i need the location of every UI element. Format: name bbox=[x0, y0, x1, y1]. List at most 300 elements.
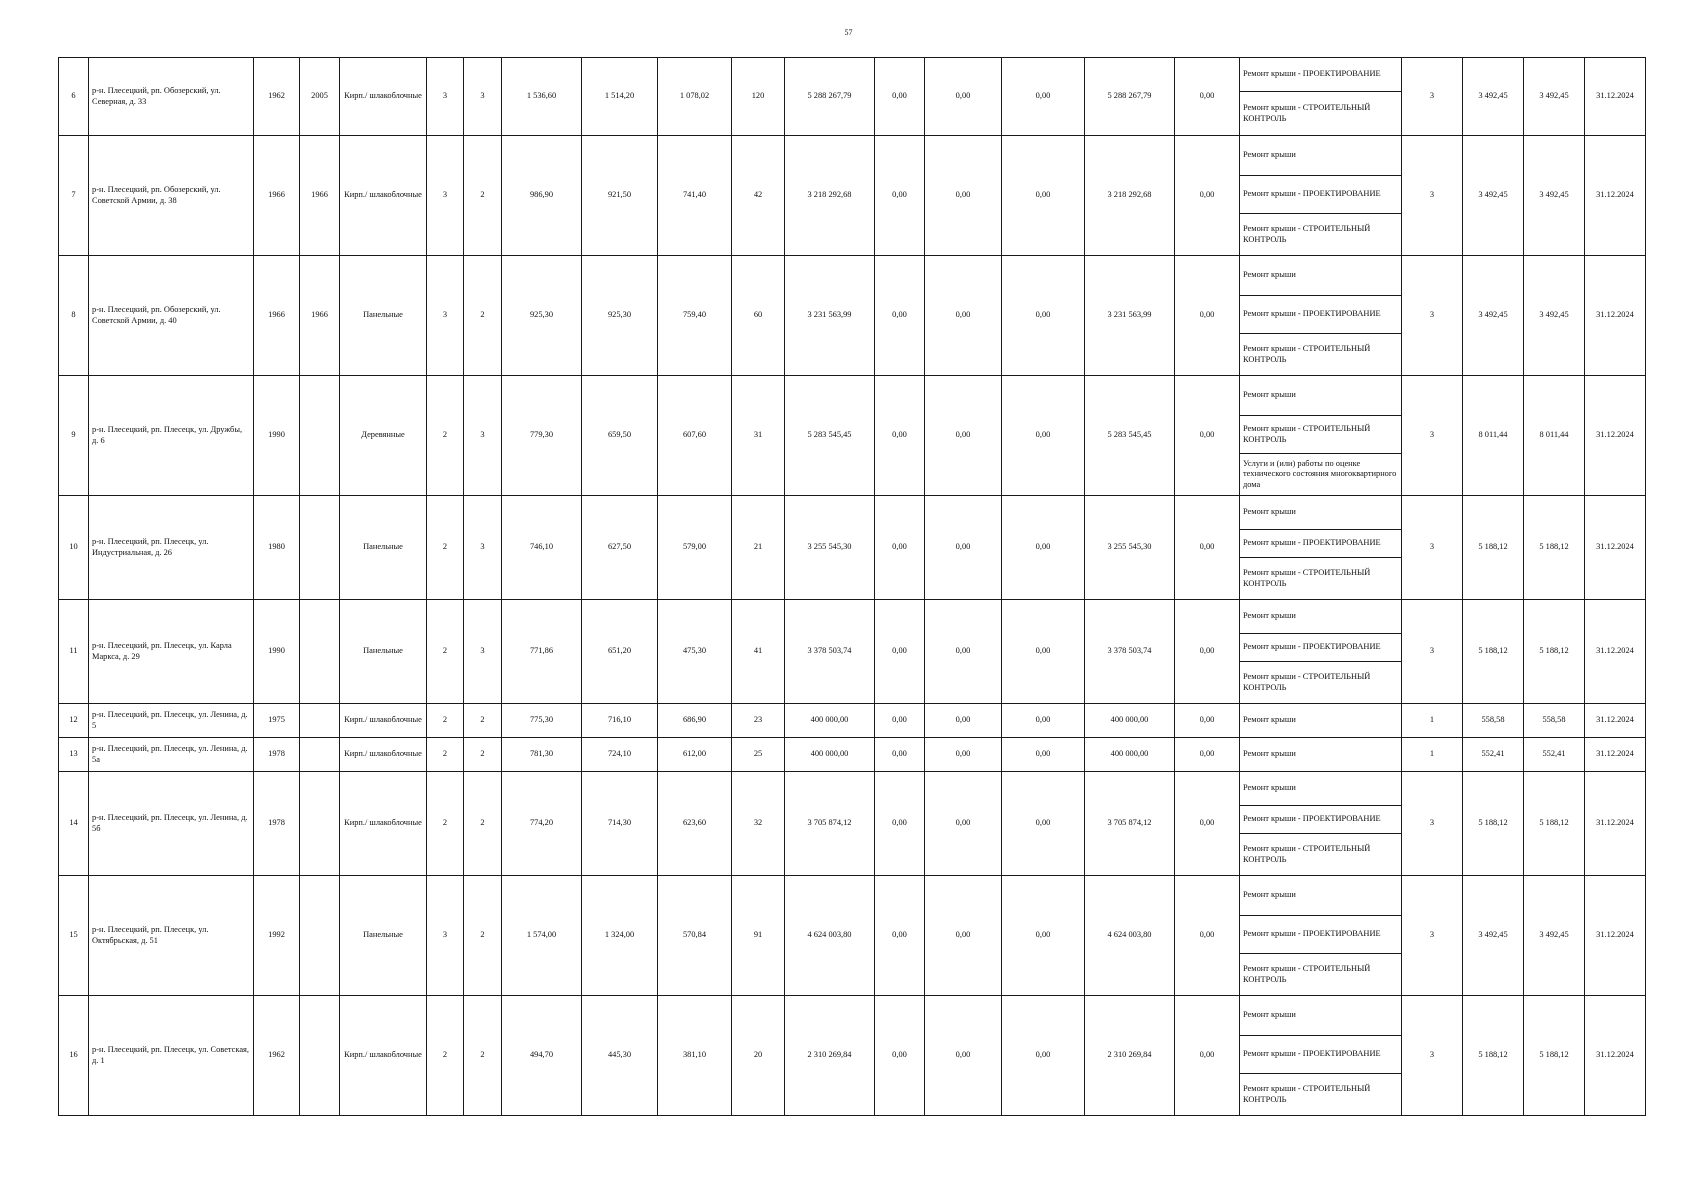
owner-area-cell: 759,40 bbox=[658, 256, 732, 376]
fund-b-cell: 0,00 bbox=[925, 496, 1002, 600]
owner-area-cell: 570,84 bbox=[658, 876, 732, 996]
residents-cell: 42 bbox=[732, 136, 785, 256]
entrances-cell: 2 bbox=[464, 136, 502, 256]
table-row bbox=[59, 738, 1646, 772]
fund-c-cell: 0,00 bbox=[1002, 738, 1085, 772]
work-type-label: Ремонт крыши - СТРОИТЕЛЬНЫЙ КОНТРОЛЬ bbox=[1243, 344, 1371, 364]
fund-c-cell: 0,00 bbox=[1002, 704, 1085, 738]
address-cell: р-н. Плесецкий, рп. Плесецк, ул. Индустриальная, д. 26 bbox=[89, 496, 254, 600]
work-type-label: Ремонт крыши - ПРОЕКТИРОВАНИЕ bbox=[1243, 642, 1381, 652]
max-cost-cell: 3 492,45 bbox=[1524, 58, 1585, 136]
work-type-cell bbox=[1240, 376, 1402, 416]
residents-cell: 23 bbox=[732, 704, 785, 738]
wall-material-cell: Кирп./ шлакоблочные bbox=[340, 772, 427, 876]
fund-b-cell: 0,00 bbox=[925, 876, 1002, 996]
fund-b-cell: 0,00 bbox=[925, 996, 1002, 1116]
fund-b-cell: 0,00 bbox=[925, 376, 1002, 496]
work-type-cell bbox=[1240, 214, 1402, 256]
owner-area-cell: 612,00 bbox=[658, 738, 732, 772]
wall-material-cell: Панельные bbox=[340, 876, 427, 996]
work-type-label: Ремонт крыши bbox=[1243, 1010, 1296, 1020]
work-type-cell bbox=[1240, 296, 1402, 334]
owner-area-cell: 607,60 bbox=[658, 376, 732, 496]
year-built-cell: 1978 bbox=[254, 738, 300, 772]
floors-cell: 3 bbox=[427, 58, 464, 136]
fund-b-cell: 0,00 bbox=[925, 738, 1002, 772]
owners-funds-cell: 3 231 563,99 bbox=[1085, 256, 1175, 376]
unit-cost-cell: 5 188,12 bbox=[1463, 772, 1524, 876]
work-type-label: Ремонт крыши - СТРОИТЕЛЬНЫЙ КОНТРОЛЬ bbox=[1243, 103, 1371, 123]
total-area-cell: 779,30 bbox=[502, 376, 582, 496]
work-type-cell bbox=[1240, 176, 1402, 214]
max-cost-cell: 5 188,12 bbox=[1524, 496, 1585, 600]
owner-area-cell: 381,10 bbox=[658, 996, 732, 1116]
floors-cell: 2 bbox=[427, 496, 464, 600]
fund-c-cell: 0,00 bbox=[1002, 256, 1085, 376]
fund-a-cell: 0,00 bbox=[875, 772, 925, 876]
unit-cost-cell: 558,58 bbox=[1463, 704, 1524, 738]
wall-material-cell: Панельные bbox=[340, 600, 427, 704]
total-area-cell: 775,30 bbox=[502, 704, 582, 738]
fund-a-cell: 0,00 bbox=[875, 704, 925, 738]
max-cost-cell: 552,41 bbox=[1524, 738, 1585, 772]
entrances-cell: 2 bbox=[464, 876, 502, 996]
deadline-cell: 31.12.2024 bbox=[1585, 376, 1646, 496]
page-number: 57 bbox=[844, 28, 853, 37]
work-type-label: Ремонт крыши - ПРОЕКТИРОВАНИЕ bbox=[1243, 538, 1381, 548]
entrances-cell: 2 bbox=[464, 704, 502, 738]
work-type-label: Ремонт крыши - СТРОИТЕЛЬНЫЙ КОНТРОЛЬ bbox=[1243, 568, 1371, 588]
table-row bbox=[59, 376, 1646, 416]
owners-funds-cell: 5 283 545,45 bbox=[1085, 376, 1175, 496]
work-count-cell: 1 bbox=[1402, 704, 1463, 738]
work-count-cell: 3 bbox=[1402, 136, 1463, 256]
work-type-label: Ремонт крыши bbox=[1243, 890, 1296, 900]
other-funds-cell: 0,00 bbox=[1175, 256, 1240, 376]
max-cost-cell: 3 492,45 bbox=[1524, 876, 1585, 996]
fund-a-cell: 0,00 bbox=[875, 738, 925, 772]
year-built-cell: 1962 bbox=[254, 58, 300, 136]
total-area-cell: 1 536,60 bbox=[502, 58, 582, 136]
other-funds-cell: 0,00 bbox=[1175, 600, 1240, 704]
fund-a-cell: 0,00 bbox=[875, 876, 925, 996]
total-cost-cell: 3 705 874,12 bbox=[785, 772, 875, 876]
max-cost-cell: 8 011,44 bbox=[1524, 376, 1585, 496]
work-type-label: Ремонт крыши - СТРОИТЕЛЬНЫЙ КОНТРОЛЬ bbox=[1243, 844, 1371, 864]
owner-area-cell: 579,00 bbox=[658, 496, 732, 600]
deadline-cell: 31.12.2024 bbox=[1585, 58, 1646, 136]
work-type-cell bbox=[1240, 58, 1402, 92]
work-count-cell: 3 bbox=[1402, 256, 1463, 376]
total-cost-cell: 3 378 503,74 bbox=[785, 600, 875, 704]
owners-funds-cell: 3 255 545,30 bbox=[1085, 496, 1175, 600]
other-funds-cell: 0,00 bbox=[1175, 58, 1240, 136]
work-type-cell bbox=[1240, 256, 1402, 296]
fund-c-cell: 0,00 bbox=[1002, 772, 1085, 876]
address-cell: р-н. Плесецкий, рп. Обозерский, ул. Советской Армии, д. 38 bbox=[89, 136, 254, 256]
total-cost-cell: 2 310 269,84 bbox=[785, 996, 875, 1116]
work-type-cell bbox=[1240, 954, 1402, 996]
unit-cost-cell: 552,41 bbox=[1463, 738, 1524, 772]
work-type-cell bbox=[1240, 662, 1402, 704]
fund-b-cell: 0,00 bbox=[925, 256, 1002, 376]
living-area-cell: 921,50 bbox=[582, 136, 658, 256]
table-row bbox=[59, 600, 1646, 634]
residents-cell: 41 bbox=[732, 600, 785, 704]
owners-funds-cell: 400 000,00 bbox=[1085, 704, 1175, 738]
work-type-cell bbox=[1240, 772, 1402, 806]
owners-funds-cell: 400 000,00 bbox=[1085, 738, 1175, 772]
deadline-cell: 31.12.2024 bbox=[1585, 256, 1646, 376]
unit-cost-cell: 5 188,12 bbox=[1463, 600, 1524, 704]
year-overhaul-cell bbox=[300, 738, 340, 772]
total-area-cell: 781,30 bbox=[502, 738, 582, 772]
floors-cell: 2 bbox=[427, 772, 464, 876]
work-type-label: Ремонт крыши - ПРОЕКТИРОВАНИЕ bbox=[1243, 814, 1381, 824]
owner-area-cell: 475,30 bbox=[658, 600, 732, 704]
max-cost-cell: 3 492,45 bbox=[1524, 136, 1585, 256]
unit-cost-cell: 3 492,45 bbox=[1463, 256, 1524, 376]
living-area-cell: 1 324,00 bbox=[582, 876, 658, 996]
entrances-cell: 3 bbox=[464, 600, 502, 704]
row-number: 8 bbox=[59, 256, 89, 376]
year-overhaul-cell bbox=[300, 496, 340, 600]
entrances-cell: 3 bbox=[464, 376, 502, 496]
year-built-cell: 1966 bbox=[254, 136, 300, 256]
work-type-cell bbox=[1240, 634, 1402, 662]
owner-area-cell: 623,60 bbox=[658, 772, 732, 876]
floors-cell: 2 bbox=[427, 996, 464, 1116]
fund-b-cell: 0,00 bbox=[925, 600, 1002, 704]
entrances-cell: 3 bbox=[464, 58, 502, 136]
table-row bbox=[59, 58, 1646, 92]
unit-cost-cell: 3 492,45 bbox=[1463, 136, 1524, 256]
entrances-cell: 2 bbox=[464, 996, 502, 1116]
fund-a-cell: 0,00 bbox=[875, 600, 925, 704]
work-count-cell: 1 bbox=[1402, 738, 1463, 772]
work-type-cell bbox=[1240, 136, 1402, 176]
total-cost-cell: 5 288 267,79 bbox=[785, 58, 875, 136]
work-type-label: Ремонт крыши - ПРОЕКТИРОВАНИЕ bbox=[1243, 1049, 1381, 1059]
work-type-label: Ремонт крыши bbox=[1243, 507, 1296, 517]
year-overhaul-cell: 1966 bbox=[300, 136, 340, 256]
work-type-cell bbox=[1240, 416, 1402, 454]
address-cell: р-н. Плесецкий, рп. Обозерский, ул. Северная, д. 33 bbox=[89, 58, 254, 136]
table-row bbox=[59, 704, 1646, 738]
row-number: 16 bbox=[59, 996, 89, 1116]
fund-a-cell: 0,00 bbox=[875, 996, 925, 1116]
work-type-cell bbox=[1240, 738, 1402, 772]
work-type-cell bbox=[1240, 876, 1402, 916]
fund-a-cell: 0,00 bbox=[875, 496, 925, 600]
wall-material-cell: Панельные bbox=[340, 496, 427, 600]
work-type-label: Ремонт крыши bbox=[1243, 390, 1296, 400]
residents-cell: 21 bbox=[732, 496, 785, 600]
work-type-cell bbox=[1240, 1036, 1402, 1074]
entrances-cell: 2 bbox=[464, 256, 502, 376]
owner-area-cell: 686,90 bbox=[658, 704, 732, 738]
wall-material-cell: Кирп./ шлакоблочные bbox=[340, 58, 427, 136]
work-count-cell: 3 bbox=[1402, 772, 1463, 876]
wall-material-cell: Кирп./ шлакоблочные bbox=[340, 136, 427, 256]
owners-funds-cell: 5 288 267,79 bbox=[1085, 58, 1175, 136]
deadline-cell: 31.12.2024 bbox=[1585, 738, 1646, 772]
work-type-label: Услуги и (или) работы по оценке технического состояния многоквартирного дома bbox=[1243, 458, 1397, 489]
year-built-cell: 1978 bbox=[254, 772, 300, 876]
row-number: 13 bbox=[59, 738, 89, 772]
row-number: 11 bbox=[59, 600, 89, 704]
other-funds-cell: 0,00 bbox=[1175, 376, 1240, 496]
year-built-cell: 1962 bbox=[254, 996, 300, 1116]
floors-cell: 2 bbox=[427, 376, 464, 496]
work-type-cell bbox=[1240, 334, 1402, 376]
total-cost-cell: 3 218 292,68 bbox=[785, 136, 875, 256]
row-number: 10 bbox=[59, 496, 89, 600]
total-cost-cell: 4 624 003,80 bbox=[785, 876, 875, 996]
entrances-cell: 3 bbox=[464, 496, 502, 600]
unit-cost-cell: 3 492,45 bbox=[1463, 876, 1524, 996]
floors-cell: 2 bbox=[427, 738, 464, 772]
table-row bbox=[59, 136, 1646, 176]
residents-cell: 20 bbox=[732, 996, 785, 1116]
total-area-cell: 986,90 bbox=[502, 136, 582, 256]
work-count-cell: 3 bbox=[1402, 496, 1463, 600]
year-overhaul-cell bbox=[300, 704, 340, 738]
work-type-cell bbox=[1240, 834, 1402, 876]
wall-material-cell: Кирп./ шлакоблочные bbox=[340, 704, 427, 738]
row-number: 9 bbox=[59, 376, 89, 496]
fund-b-cell: 0,00 bbox=[925, 704, 1002, 738]
residents-cell: 60 bbox=[732, 256, 785, 376]
fund-c-cell: 0,00 bbox=[1002, 136, 1085, 256]
fund-a-cell: 0,00 bbox=[875, 376, 925, 496]
unit-cost-cell: 3 492,45 bbox=[1463, 58, 1524, 136]
work-type-cell bbox=[1240, 806, 1402, 834]
wall-material-cell: Кирп./ шлакоблочные bbox=[340, 996, 427, 1116]
owners-funds-cell: 2 310 269,84 bbox=[1085, 996, 1175, 1116]
work-type-label: Ремонт крыши bbox=[1243, 270, 1296, 280]
row-number: 15 bbox=[59, 876, 89, 996]
floors-cell: 2 bbox=[427, 600, 464, 704]
work-type-label: Ремонт крыши bbox=[1243, 749, 1296, 759]
owner-area-cell: 741,40 bbox=[658, 136, 732, 256]
work-type-label: Ремонт крыши - ПРОЕКТИРОВАНИЕ bbox=[1243, 189, 1381, 199]
deadline-cell: 31.12.2024 bbox=[1585, 996, 1646, 1116]
year-overhaul-cell bbox=[300, 376, 340, 496]
living-area-cell: 627,50 bbox=[582, 496, 658, 600]
work-type-cell bbox=[1240, 704, 1402, 738]
fund-c-cell: 0,00 bbox=[1002, 996, 1085, 1116]
fund-b-cell: 0,00 bbox=[925, 58, 1002, 136]
total-area-cell: 1 574,00 bbox=[502, 876, 582, 996]
work-type-cell bbox=[1240, 454, 1402, 496]
work-count-cell: 3 bbox=[1402, 376, 1463, 496]
row-number: 6 bbox=[59, 58, 89, 136]
work-type-label: Ремонт крыши bbox=[1243, 715, 1296, 725]
address-cell: р-н. Плесецкий, рп. Плесецк, ул. Советская, д. 1 bbox=[89, 996, 254, 1116]
residents-cell: 120 bbox=[732, 58, 785, 136]
address-cell: р-н. Плесецкий, рп. Плесецк, ул. Ленина, д. 5а bbox=[89, 738, 254, 772]
residents-cell: 32 bbox=[732, 772, 785, 876]
fund-c-cell: 0,00 bbox=[1002, 876, 1085, 996]
table-row bbox=[59, 996, 1646, 1036]
work-count-cell: 3 bbox=[1402, 996, 1463, 1116]
fund-b-cell: 0,00 bbox=[925, 772, 1002, 876]
year-built-cell: 1990 bbox=[254, 376, 300, 496]
work-count-cell: 3 bbox=[1402, 876, 1463, 996]
other-funds-cell: 0,00 bbox=[1175, 738, 1240, 772]
other-funds-cell: 0,00 bbox=[1175, 996, 1240, 1116]
work-type-cell bbox=[1240, 916, 1402, 954]
work-type-cell bbox=[1240, 1074, 1402, 1116]
living-area-cell: 724,10 bbox=[582, 738, 658, 772]
total-cost-cell: 400 000,00 bbox=[785, 704, 875, 738]
work-type-cell bbox=[1240, 92, 1402, 136]
other-funds-cell: 0,00 bbox=[1175, 704, 1240, 738]
unit-cost-cell: 5 188,12 bbox=[1463, 996, 1524, 1116]
work-type-label: Ремонт крыши - ПРОЕКТИРОВАНИЕ bbox=[1243, 69, 1381, 79]
address-cell: р-н. Плесецкий, рп. Плесецк, ул. Ленина, д. 5 bbox=[89, 704, 254, 738]
max-cost-cell: 5 188,12 bbox=[1524, 772, 1585, 876]
fund-c-cell: 0,00 bbox=[1002, 600, 1085, 704]
year-built-cell: 1980 bbox=[254, 496, 300, 600]
total-area-cell: 925,30 bbox=[502, 256, 582, 376]
work-type-label: Ремонт крыши bbox=[1243, 150, 1296, 160]
fund-a-cell: 0,00 bbox=[875, 136, 925, 256]
max-cost-cell: 3 492,45 bbox=[1524, 256, 1585, 376]
year-built-cell: 1990 bbox=[254, 600, 300, 704]
work-type-label: Ремонт крыши bbox=[1243, 783, 1296, 793]
row-number: 7 bbox=[59, 136, 89, 256]
work-type-label: Ремонт крыши - СТРОИТЕЛЬНЫЙ КОНТРОЛЬ bbox=[1243, 964, 1371, 984]
work-type-label: Ремонт крыши - СТРОИТЕЛЬНЫЙ КОНТРОЛЬ bbox=[1243, 424, 1371, 444]
fund-c-cell: 0,00 bbox=[1002, 376, 1085, 496]
deadline-cell: 31.12.2024 bbox=[1585, 600, 1646, 704]
other-funds-cell: 0,00 bbox=[1175, 772, 1240, 876]
residents-cell: 25 bbox=[732, 738, 785, 772]
year-overhaul-cell bbox=[300, 772, 340, 876]
other-funds-cell: 0,00 bbox=[1175, 876, 1240, 996]
owners-funds-cell: 3 705 874,12 bbox=[1085, 772, 1175, 876]
fund-a-cell: 0,00 bbox=[875, 58, 925, 136]
work-type-cell bbox=[1240, 530, 1402, 558]
work-type-cell bbox=[1240, 558, 1402, 600]
deadline-cell: 31.12.2024 bbox=[1585, 704, 1646, 738]
total-area-cell: 746,10 bbox=[502, 496, 582, 600]
address-cell: р-н. Плесецкий, рп. Плесецк, ул. Октябрьская, д. 51 bbox=[89, 876, 254, 996]
wall-material-cell: Кирп./ шлакоблочные bbox=[340, 738, 427, 772]
year-overhaul-cell bbox=[300, 876, 340, 996]
max-cost-cell: 5 188,12 bbox=[1524, 996, 1585, 1116]
table-row bbox=[59, 876, 1646, 916]
unit-cost-cell: 8 011,44 bbox=[1463, 376, 1524, 496]
living-area-cell: 1 514,20 bbox=[582, 58, 658, 136]
total-area-cell: 771,86 bbox=[502, 600, 582, 704]
entrances-cell: 2 bbox=[464, 772, 502, 876]
work-type-label: Ремонт крыши - СТРОИТЕЛЬНЫЙ КОНТРОЛЬ bbox=[1243, 224, 1371, 244]
total-area-cell: 494,70 bbox=[502, 996, 582, 1116]
owner-area-cell: 1 078,02 bbox=[658, 58, 732, 136]
year-overhaul-cell bbox=[300, 996, 340, 1116]
work-type-label: Ремонт крыши - СТРОИТЕЛЬНЫЙ КОНТРОЛЬ bbox=[1243, 1084, 1371, 1104]
deadline-cell: 31.12.2024 bbox=[1585, 772, 1646, 876]
owners-funds-cell: 3 218 292,68 bbox=[1085, 136, 1175, 256]
table-body bbox=[59, 58, 1646, 1116]
work-type-cell bbox=[1240, 996, 1402, 1036]
owners-funds-cell: 3 378 503,74 bbox=[1085, 600, 1175, 704]
year-overhaul-cell: 1966 bbox=[300, 256, 340, 376]
max-cost-cell: 5 188,12 bbox=[1524, 600, 1585, 704]
unit-cost-cell: 5 188,12 bbox=[1463, 496, 1524, 600]
other-funds-cell: 0,00 bbox=[1175, 136, 1240, 256]
living-area-cell: 925,30 bbox=[582, 256, 658, 376]
fund-c-cell: 0,00 bbox=[1002, 58, 1085, 136]
work-type-cell bbox=[1240, 600, 1402, 634]
work-type-label: Ремонт крыши - ПРОЕКТИРОВАНИЕ bbox=[1243, 309, 1381, 319]
entrances-cell: 2 bbox=[464, 738, 502, 772]
year-overhaul-cell bbox=[300, 600, 340, 704]
repair-program-table bbox=[58, 57, 1646, 1116]
year-overhaul-cell: 2005 bbox=[300, 58, 340, 136]
living-area-cell: 651,20 bbox=[582, 600, 658, 704]
total-cost-cell: 3 255 545,30 bbox=[785, 496, 875, 600]
work-type-label: Ремонт крыши - СТРОИТЕЛЬНЫЙ КОНТРОЛЬ bbox=[1243, 672, 1371, 692]
living-area-cell: 445,30 bbox=[582, 996, 658, 1116]
fund-c-cell: 0,00 bbox=[1002, 496, 1085, 600]
deadline-cell: 31.12.2024 bbox=[1585, 496, 1646, 600]
floors-cell: 2 bbox=[427, 704, 464, 738]
fund-a-cell: 0,00 bbox=[875, 256, 925, 376]
floors-cell: 3 bbox=[427, 876, 464, 996]
year-built-cell: 1992 bbox=[254, 876, 300, 996]
address-cell: р-н. Плесецкий, рп. Плесецк, ул. Карла Маркса, д. 29 bbox=[89, 600, 254, 704]
other-funds-cell: 0,00 bbox=[1175, 496, 1240, 600]
floors-cell: 3 bbox=[427, 256, 464, 376]
total-area-cell: 774,20 bbox=[502, 772, 582, 876]
deadline-cell: 31.12.2024 bbox=[1585, 876, 1646, 996]
total-cost-cell: 3 231 563,99 bbox=[785, 256, 875, 376]
owners-funds-cell: 4 624 003,80 bbox=[1085, 876, 1175, 996]
total-cost-cell: 5 283 545,45 bbox=[785, 376, 875, 496]
address-cell: р-н. Плесецкий, рп. Плесецк, ул. Дружбы, д. 6 bbox=[89, 376, 254, 496]
wall-material-cell: Деревянные bbox=[340, 376, 427, 496]
row-number: 14 bbox=[59, 772, 89, 876]
living-area-cell: 714,30 bbox=[582, 772, 658, 876]
address-cell: р-н. Плесецкий, рп. Плесецк, ул. Ленина, д. 5б bbox=[89, 772, 254, 876]
work-count-cell: 3 bbox=[1402, 600, 1463, 704]
work-type-label: Ремонт крыши - ПРОЕКТИРОВАНИЕ bbox=[1243, 929, 1381, 939]
year-built-cell: 1966 bbox=[254, 256, 300, 376]
living-area-cell: 716,10 bbox=[582, 704, 658, 738]
table-row bbox=[59, 496, 1646, 530]
deadline-cell: 31.12.2024 bbox=[1585, 136, 1646, 256]
fund-b-cell: 0,00 bbox=[925, 136, 1002, 256]
residents-cell: 91 bbox=[732, 876, 785, 996]
floors-cell: 3 bbox=[427, 136, 464, 256]
year-built-cell: 1975 bbox=[254, 704, 300, 738]
wall-material-cell: Панельные bbox=[340, 256, 427, 376]
work-type-cell bbox=[1240, 496, 1402, 530]
living-area-cell: 659,50 bbox=[582, 376, 658, 496]
work-type-label: Ремонт крыши bbox=[1243, 611, 1296, 621]
max-cost-cell: 558,58 bbox=[1524, 704, 1585, 738]
table-row bbox=[59, 256, 1646, 296]
residents-cell: 31 bbox=[732, 376, 785, 496]
address-cell: р-н. Плесецкий, рп. Обозерский, ул. Советской Армии, д. 40 bbox=[89, 256, 254, 376]
table-row bbox=[59, 772, 1646, 806]
total-cost-cell: 400 000,00 bbox=[785, 738, 875, 772]
work-count-cell: 3 bbox=[1402, 58, 1463, 136]
